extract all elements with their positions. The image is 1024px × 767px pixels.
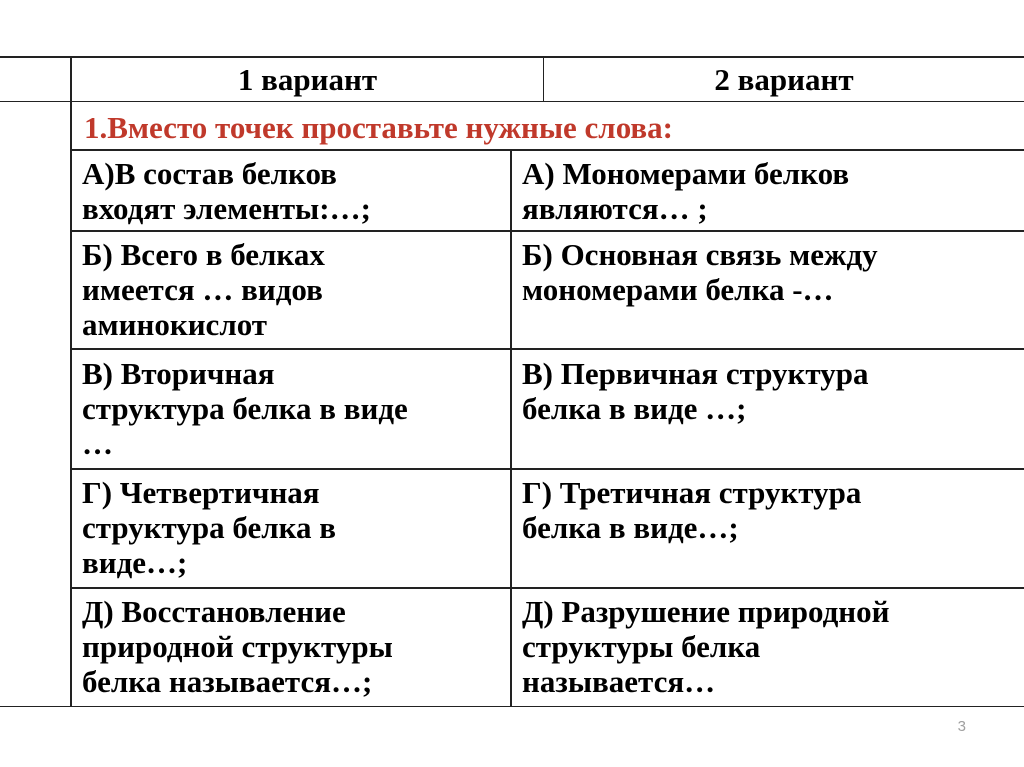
row-separator-2: [70, 348, 1024, 350]
title-row-bottom-rule: [70, 149, 1024, 151]
row-g-variant-1: Г) Четвертичная структура белка в виде…;: [82, 475, 336, 580]
header-variant-2: 2 вариант: [714, 62, 854, 97]
top-rule: [0, 56, 1024, 58]
body-middle-divider: [510, 149, 512, 707]
row-b-variant-2: Б) Основная связь между мономерами белка -…: [522, 237, 878, 307]
row-separator-4: [70, 587, 1024, 589]
row-v-variant-1: В) Вторичная структура белка в виде …: [82, 356, 408, 461]
row-a-variant-1: А)В состав белков входят элементы:…;: [82, 156, 371, 226]
bottom-rule: [0, 706, 1024, 707]
row-v-variant-2: В) Первичная структура белка в виде …;: [522, 356, 869, 426]
row-separator-3: [70, 468, 1024, 470]
row-a-variant-2: А) Мономерами белков являются… ;: [522, 156, 850, 226]
header-bottom-rule: [0, 101, 1024, 102]
row-g-variant-2: Г) Третичная структура белка в виде…;: [522, 475, 862, 545]
header-variant-1: 1 вариант: [237, 62, 378, 97]
task-title: 1.Вместо точек проставьте нужные слова:: [84, 110, 673, 145]
page-number: 3: [957, 718, 966, 735]
left-column-divider: [70, 56, 72, 707]
row-d-variant-1: Д) Восстановление природной структуры белка называется…;: [82, 594, 393, 699]
row-d-variant-2: Д) Разрушение природной структуры белка называется…: [522, 594, 890, 699]
row-b-variant-1: Б) Всего в белках имеется … видов аминокислот: [82, 237, 325, 342]
row-separator-1: [70, 230, 1024, 232]
